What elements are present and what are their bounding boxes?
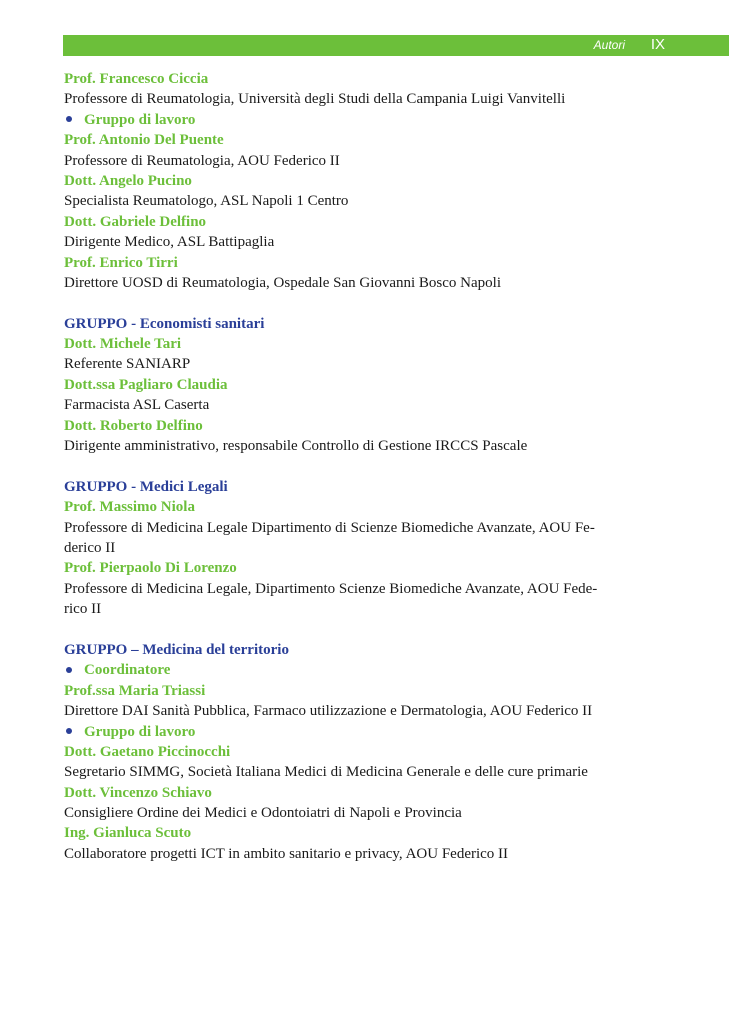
author-name: Prof. Francesco Ciccia [64, 71, 209, 87]
author-role: Direttore DAI Sanità Pubblica, Farmaco utilizzazione e Dermatologia, AOU Federico II [64, 703, 593, 720]
author-name: Ing. Gianluca Scuto [64, 825, 192, 842]
author-role: derico II [64, 539, 116, 556]
author-role: Specialista Reumatologo, ASL Napoli 1 Centro [64, 193, 349, 210]
group-heading: GRUPPO – Medicina del territorio [64, 641, 289, 658]
header-bar [63, 35, 729, 56]
author-role: rico II [64, 601, 102, 618]
author-name: Dott. Gabriele Delfino [64, 213, 207, 230]
author-name: Prof. Enrico Tirri [64, 254, 178, 271]
author-role: Direttore UOSD di Reumatologia, Ospedale San Giovanni Bosco Napoli [64, 274, 502, 291]
author-role: Segretario SIMMG, Società Italiana Medici di Medicina Generale e delle cure primarie [64, 764, 588, 781]
author-name: Dott. Michele Tari [64, 336, 182, 353]
author-role: Dirigente Medico, ASL Battipaglia [64, 234, 275, 251]
author-name: Prof. Antonio Del Puente [64, 132, 224, 149]
author-name: Dott.ssa Pagliaro Claudia [64, 376, 228, 393]
author-role: Farmacista ASL Caserta [64, 397, 210, 414]
subgroup-label: Coordinatore [84, 662, 171, 679]
author-name: Prof.ssa Maria Triassi [64, 682, 206, 699]
section-gap [64, 293, 664, 313]
subgroup-heading [64, 110, 664, 130]
header-section-label: Autori [593, 38, 625, 52]
author-role: Collaboratore progetti ICT in ambito sanitario e privacy, AOU Federico II [64, 845, 509, 862]
subgroup-label: Gruppo di lavoro [84, 723, 196, 740]
author-role: Professore di Reumatologia, Università degli Studi della Campania Luigi Vanvitelli [64, 91, 566, 108]
author-role: Professore di Medicina Legale, Dipartimento Scienze Biomediche Avanzate, AOU Fede- [64, 580, 598, 597]
subgroup-heading [64, 722, 664, 742]
group-heading: GRUPPO - Medici Legali [64, 478, 228, 495]
author-role: Professore di Medicina Legale Dipartimento di Scienze Biomediche Avanzate, AOU Fe- [64, 519, 595, 536]
author-name: Dott. Gaetano Piccinocchi [64, 743, 231, 760]
group-heading: GRUPPO - Economisti sanitari [64, 315, 265, 332]
author-list [64, 69, 664, 864]
bullet-icon [66, 728, 72, 734]
author-name: Prof. Pierpaolo Di Lorenzo [64, 560, 237, 577]
author-role: Professore di Reumatologia, AOU Federico II [64, 152, 340, 169]
author-name: Prof. Massimo Niola [64, 499, 195, 516]
subgroup-heading [64, 660, 664, 680]
page-number: IX [650, 36, 665, 53]
bullet-icon [66, 116, 72, 122]
section-gap [64, 456, 664, 476]
section-gap [64, 620, 664, 640]
author-role: Dirigente amministrativo, responsabile Controllo di Gestione IRCCS Pascale [64, 438, 528, 455]
author-name: Dott. Angelo Pucino [64, 172, 192, 189]
bullet-icon [66, 667, 72, 673]
author-name: Dott. Vincenzo Schiavo [64, 784, 212, 801]
author-name: Dott. Roberto Delfino [64, 417, 203, 434]
author-role: Consigliere Ordine dei Medici e Odontoiatri di Napoli e Provincia [64, 805, 462, 822]
subgroup-label: Gruppo di lavoro [84, 111, 196, 128]
author-role: Referente SANIARP [64, 356, 191, 373]
